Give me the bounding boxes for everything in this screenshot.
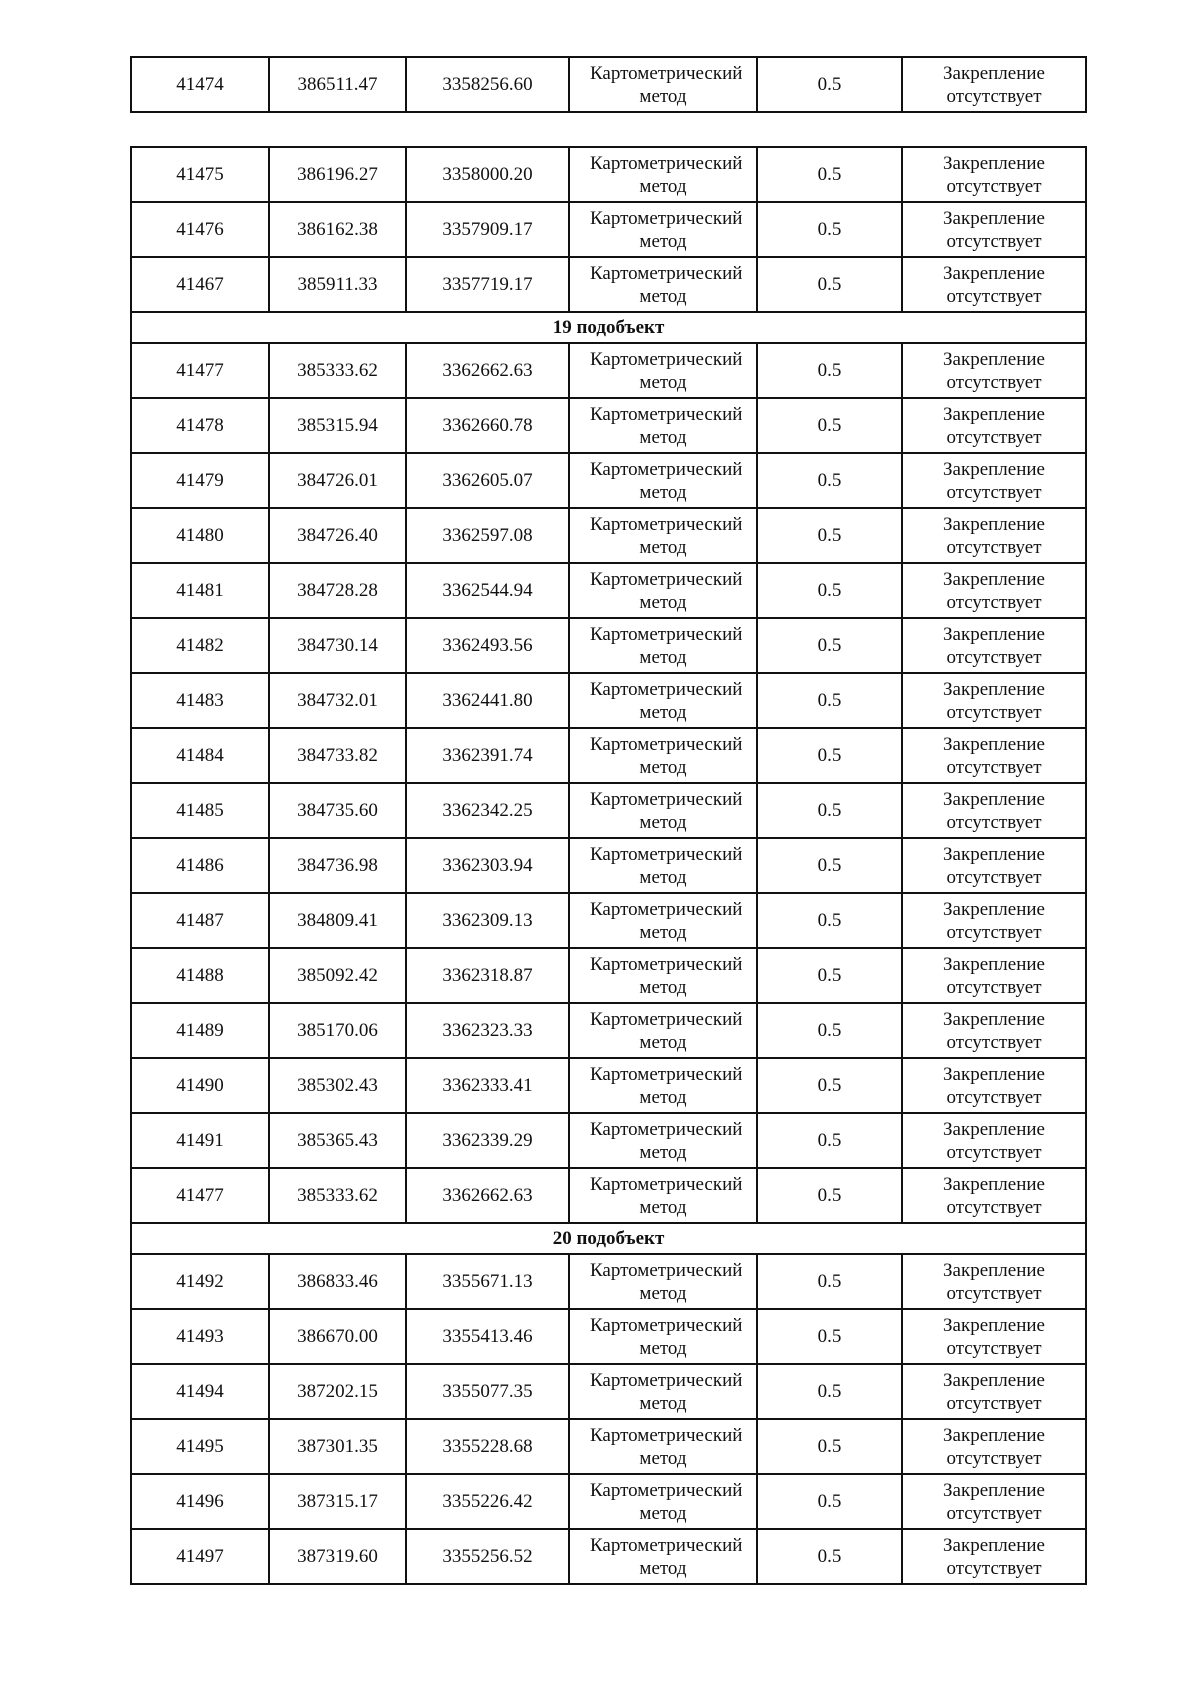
table-row	[131, 728, 1086, 783]
x-coordinate-cell: 386162.38	[269, 202, 406, 257]
table-row	[131, 202, 1086, 257]
method-cell: Картометрический метод	[569, 838, 757, 893]
fixation-cell: Закрепление отсутствует	[902, 1309, 1086, 1364]
accuracy-cell: 0.5	[757, 618, 902, 673]
accuracy-cell: 0.5	[757, 728, 902, 783]
point-number-cell: 41480	[131, 508, 269, 563]
accuracy-cell: 0.5	[757, 398, 902, 453]
fixation-cell: Закрепление отсутствует	[902, 1529, 1086, 1584]
method-cell: Картометрический метод	[569, 1419, 757, 1474]
method-cell: Картометрический метод	[569, 1529, 757, 1584]
y-coordinate-cell: 3355228.68	[406, 1419, 569, 1474]
x-coordinate-cell: 384732.01	[269, 673, 406, 728]
method-cell: Картометрический метод	[569, 1474, 757, 1529]
point-number-cell: 41487	[131, 893, 269, 948]
point-number-cell: 41496	[131, 1474, 269, 1529]
table-row	[131, 1474, 1086, 1529]
accuracy-cell: 0.5	[757, 453, 902, 508]
accuracy-cell: 0.5	[757, 1529, 902, 1584]
table-row	[131, 147, 1086, 202]
point-number-cell: 41467	[131, 257, 269, 312]
table-row	[131, 948, 1086, 1003]
accuracy-cell: 0.5	[757, 202, 902, 257]
y-coordinate-cell: 3362333.41	[406, 1058, 569, 1113]
accuracy-cell: 0.5	[757, 1419, 902, 1474]
fixation-cell: Закрепление отсутствует	[902, 257, 1086, 312]
method-cell: Картометрический метод	[569, 1113, 757, 1168]
point-number-cell: 41481	[131, 563, 269, 618]
method-cell: Картометрический метод	[569, 563, 757, 618]
y-coordinate-cell: 3358256.60	[406, 57, 569, 112]
y-coordinate-cell: 3362493.56	[406, 618, 569, 673]
method-cell: Картометрический метод	[569, 398, 757, 453]
fixation-cell: Закрепление отсутствует	[902, 948, 1086, 1003]
x-coordinate-cell: 384730.14	[269, 618, 406, 673]
accuracy-cell: 0.5	[757, 1168, 902, 1223]
table-row	[131, 1168, 1086, 1223]
point-number-cell: 41475	[131, 147, 269, 202]
table-row	[131, 1058, 1086, 1113]
y-coordinate-cell: 3355077.35	[406, 1364, 569, 1419]
method-cell: Картометрический метод	[569, 1254, 757, 1309]
fixation-cell: Закрепление отсутствует	[902, 1003, 1086, 1058]
coordinates-table-main	[130, 146, 1087, 1585]
fixation-cell: Закрепление отсутствует	[902, 1474, 1086, 1529]
table-row	[131, 893, 1086, 948]
table-row	[131, 508, 1086, 563]
x-coordinate-cell: 385092.42	[269, 948, 406, 1003]
method-cell: Картометрический метод	[569, 948, 757, 1003]
x-coordinate-cell: 386670.00	[269, 1309, 406, 1364]
point-number-cell: 41486	[131, 838, 269, 893]
accuracy-cell: 0.5	[757, 563, 902, 618]
table-row	[131, 838, 1086, 893]
accuracy-cell: 0.5	[757, 1474, 902, 1529]
x-coordinate-cell: 385302.43	[269, 1058, 406, 1113]
section-header-19: 19 подобъект	[131, 312, 1086, 343]
table-row	[131, 343, 1086, 398]
x-coordinate-cell: 384728.28	[269, 563, 406, 618]
y-coordinate-cell: 3355256.52	[406, 1529, 569, 1584]
x-coordinate-cell: 385365.43	[269, 1113, 406, 1168]
y-coordinate-cell: 3362605.07	[406, 453, 569, 508]
table-row	[131, 257, 1086, 312]
section-header-row	[131, 1223, 1086, 1254]
y-coordinate-cell: 3357909.17	[406, 202, 569, 257]
method-cell: Картометрический метод	[569, 1309, 757, 1364]
y-coordinate-cell: 3362309.13	[406, 893, 569, 948]
x-coordinate-cell: 385333.62	[269, 1168, 406, 1223]
y-coordinate-cell: 3362323.33	[406, 1003, 569, 1058]
method-cell: Картометрический метод	[569, 257, 757, 312]
x-coordinate-cell: 386833.46	[269, 1254, 406, 1309]
point-number-cell: 41494	[131, 1364, 269, 1419]
fixation-cell: Закрепление отсутствует	[902, 398, 1086, 453]
accuracy-cell: 0.5	[757, 1003, 902, 1058]
method-cell: Картометрический метод	[569, 1364, 757, 1419]
table-row	[131, 1113, 1086, 1168]
fixation-cell: Закрепление отсутствует	[902, 1364, 1086, 1419]
point-number-cell: 41485	[131, 783, 269, 838]
table-row	[131, 563, 1086, 618]
x-coordinate-cell: 386196.27	[269, 147, 406, 202]
accuracy-cell: 0.5	[757, 57, 902, 112]
x-coordinate-cell: 387202.15	[269, 1364, 406, 1419]
method-cell: Картометрический метод	[569, 202, 757, 257]
accuracy-cell: 0.5	[757, 1113, 902, 1168]
fixation-cell: Закрепление отсутствует	[902, 343, 1086, 398]
point-number-cell: 41488	[131, 948, 269, 1003]
y-coordinate-cell: 3362544.94	[406, 563, 569, 618]
table-row	[131, 1003, 1086, 1058]
accuracy-cell: 0.5	[757, 508, 902, 563]
point-number-cell: 41483	[131, 673, 269, 728]
accuracy-cell: 0.5	[757, 783, 902, 838]
table-row	[131, 1529, 1086, 1584]
point-number-cell: 41493	[131, 1309, 269, 1364]
point-number-cell: 41476	[131, 202, 269, 257]
accuracy-cell: 0.5	[757, 343, 902, 398]
point-number-cell: 41479	[131, 453, 269, 508]
x-coordinate-cell: 384726.01	[269, 453, 406, 508]
y-coordinate-cell: 3355226.42	[406, 1474, 569, 1529]
y-coordinate-cell: 3362662.63	[406, 1168, 569, 1223]
method-cell: Картометрический метод	[569, 783, 757, 838]
accuracy-cell: 0.5	[757, 948, 902, 1003]
y-coordinate-cell: 3355413.46	[406, 1309, 569, 1364]
table-row	[131, 783, 1086, 838]
method-cell: Картометрический метод	[569, 147, 757, 202]
accuracy-cell: 0.5	[757, 893, 902, 948]
fixation-cell: Закрепление отсутствует	[902, 673, 1086, 728]
table-row	[131, 618, 1086, 673]
point-number-cell: 41491	[131, 1113, 269, 1168]
method-cell: Картометрический метод	[569, 618, 757, 673]
fixation-cell: Закрепление отсутствует	[902, 728, 1086, 783]
x-coordinate-cell: 387301.35	[269, 1419, 406, 1474]
fixation-cell: Закрепление отсутствует	[902, 57, 1086, 112]
point-number-cell: 41492	[131, 1254, 269, 1309]
x-coordinate-cell: 384736.98	[269, 838, 406, 893]
y-coordinate-cell: 3362662.63	[406, 343, 569, 398]
fixation-cell: Закрепление отсутствует	[902, 453, 1086, 508]
method-cell: Картометрический метод	[569, 1168, 757, 1223]
x-coordinate-cell: 384726.40	[269, 508, 406, 563]
table-row	[131, 1309, 1086, 1364]
fixation-cell: Закрепление отсутствует	[902, 202, 1086, 257]
y-coordinate-cell: 3362303.94	[406, 838, 569, 893]
fixation-cell: Закрепление отсутствует	[902, 1419, 1086, 1474]
x-coordinate-cell: 385911.33	[269, 257, 406, 312]
fixation-cell: Закрепление отсутствует	[902, 1168, 1086, 1223]
table-row	[131, 398, 1086, 453]
y-coordinate-cell: 3358000.20	[406, 147, 569, 202]
fixation-cell: Закрепление отсутствует	[902, 563, 1086, 618]
x-coordinate-cell: 387319.60	[269, 1529, 406, 1584]
y-coordinate-cell: 3362441.80	[406, 673, 569, 728]
accuracy-cell: 0.5	[757, 673, 902, 728]
x-coordinate-cell: 386511.47	[269, 57, 406, 112]
fixation-cell: Закрепление отсутствует	[902, 508, 1086, 563]
x-coordinate-cell: 385315.94	[269, 398, 406, 453]
table-row	[131, 453, 1086, 508]
accuracy-cell: 0.5	[757, 257, 902, 312]
point-number-cell: 41477	[131, 343, 269, 398]
x-coordinate-cell: 387315.17	[269, 1474, 406, 1529]
fixation-cell: Закрепление отсутствует	[902, 783, 1086, 838]
x-coordinate-cell: 385170.06	[269, 1003, 406, 1058]
point-number-cell: 41478	[131, 398, 269, 453]
x-coordinate-cell: 384809.41	[269, 893, 406, 948]
accuracy-cell: 0.5	[757, 838, 902, 893]
fixation-cell: Закрепление отсутствует	[902, 1058, 1086, 1113]
point-number-cell: 41482	[131, 618, 269, 673]
method-cell: Картометрический метод	[569, 893, 757, 948]
x-coordinate-cell: 384733.82	[269, 728, 406, 783]
table-row	[131, 1419, 1086, 1474]
point-number-cell: 41497	[131, 1529, 269, 1584]
point-number-cell: 41490	[131, 1058, 269, 1113]
method-cell: Картометрический метод	[569, 1003, 757, 1058]
table-row	[131, 1254, 1086, 1309]
y-coordinate-cell: 3362391.74	[406, 728, 569, 783]
y-coordinate-cell: 3362597.08	[406, 508, 569, 563]
accuracy-cell: 0.5	[757, 1364, 902, 1419]
point-number-cell: 41495	[131, 1419, 269, 1474]
method-cell: Картометрический метод	[569, 728, 757, 783]
fixation-cell: Закрепление отсутствует	[902, 147, 1086, 202]
point-number-cell: 41477	[131, 1168, 269, 1223]
y-coordinate-cell: 3362339.29	[406, 1113, 569, 1168]
y-coordinate-cell: 3362660.78	[406, 398, 569, 453]
method-cell: Картометрический метод	[569, 673, 757, 728]
fixation-cell: Закрепление отсутствует	[902, 893, 1086, 948]
y-coordinate-cell: 3355671.13	[406, 1254, 569, 1309]
point-number-cell: 41484	[131, 728, 269, 783]
method-cell: Картометрический метод	[569, 343, 757, 398]
table-row	[131, 673, 1086, 728]
accuracy-cell: 0.5	[757, 1309, 902, 1364]
section-header-row	[131, 312, 1086, 343]
y-coordinate-cell: 3357719.17	[406, 257, 569, 312]
coordinates-table-top	[130, 56, 1087, 113]
y-coordinate-cell: 3362318.87	[406, 948, 569, 1003]
point-number-cell: 41489	[131, 1003, 269, 1058]
x-coordinate-cell: 384735.60	[269, 783, 406, 838]
fixation-cell: Закрепление отсутствует	[902, 1254, 1086, 1309]
fixation-cell: Закрепление отсутствует	[902, 618, 1086, 673]
x-coordinate-cell: 385333.62	[269, 343, 406, 398]
fixation-cell: Закрепление отсутствует	[902, 838, 1086, 893]
section-header-20: 20 подобъект	[131, 1223, 1086, 1254]
fixation-cell: Закрепление отсутствует	[902, 1113, 1086, 1168]
method-cell: Картометрический метод	[569, 1058, 757, 1113]
table-row	[131, 57, 1086, 112]
y-coordinate-cell: 3362342.25	[406, 783, 569, 838]
point-number-cell: 41474	[131, 57, 269, 112]
method-cell: Картометрический метод	[569, 453, 757, 508]
accuracy-cell: 0.5	[757, 1058, 902, 1113]
method-cell: Картометрический метод	[569, 57, 757, 112]
method-cell: Картометрический метод	[569, 508, 757, 563]
accuracy-cell: 0.5	[757, 1254, 902, 1309]
accuracy-cell: 0.5	[757, 147, 902, 202]
table-row	[131, 1364, 1086, 1419]
